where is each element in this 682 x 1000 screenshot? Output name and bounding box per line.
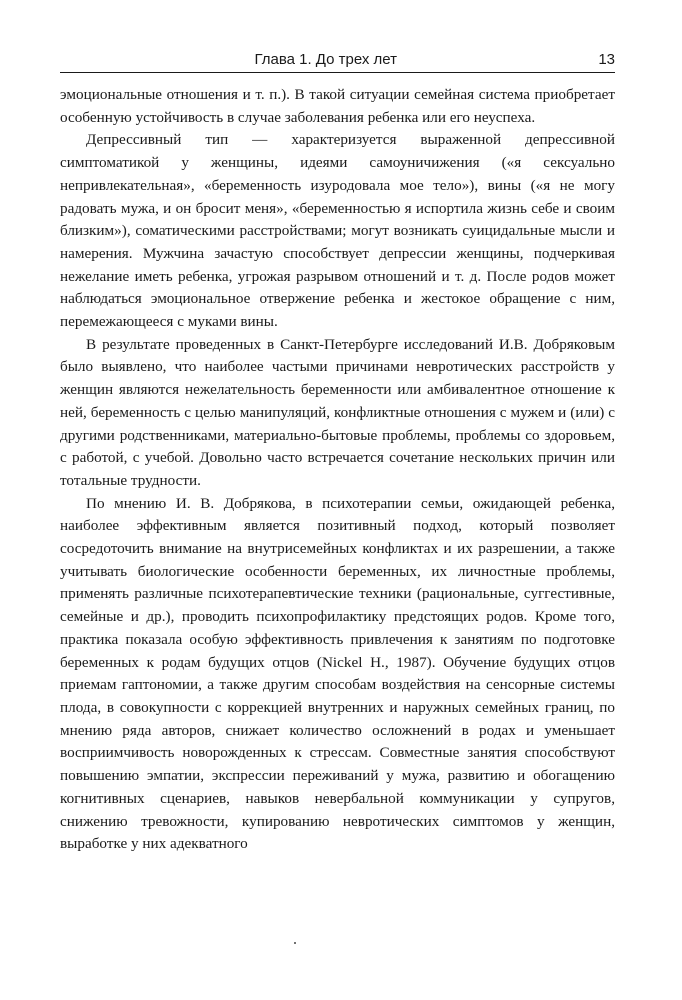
body-text <box>60 84 615 856</box>
running-head: Глава 1. До трех лет <box>254 51 397 68</box>
paragraph-psychotherapy: По мнению И. В. Добрякова, в психотерапии семьи, ожидающей ребенка, наиболее эффективным является позитивный подход, который позволяет сосредоточить внимание на внутрисемейных конфликтах и их разрешении, а также учитывать биологические особенности беременных, их личностные проблемы, применять различные психотерапевтические техники (рациональные, суггестивные, семейные и др.), проводить психопрофилактику предстоящих родов. Кроме того, практика показала особую эффективность привлечения к занятиям по подготовке беременных к родам будущих отцов (Nickel H., 1987). Обучение будущих отцов приемам гаптономии, а также другим способам воздействия на сенсорные системы плода, в совокупности с коррекцией внутренних и наружных семейных границ, по мнению ряда авторов, снижает количество осложнений в родах и уменьшает восприимчивость новорожденных к стрессам. Совместные занятия способствуют повышению эмпатии, экспрессии переживаний у мужа, развитию и обогащению когнитивных сценариев, навыков невербальной коммуникации у супругов, снижению тревожности, купированию невротических симптомов у женщин, выработке у них адекватного <box>60 494 615 853</box>
footer-mark <box>294 942 296 944</box>
paragraph-research-results: В результате проведенных в Санкт-Петербурге исследований И.В. Добряковым было выявлено, что наиболее частыми причинами невротических расстройств у женщин являются нежелательность беременности или амбивалентное отношение к ней, беременность с целью манипуляций, конфликтные отношения с мужем и (или) с другими родственниками, материально-бытовые проблемы, проблемы со здоровьем, с работой, с учебой. Довольно часто встречается сочетание нескольких причин или тотальные трудности. <box>60 335 615 489</box>
paragraph-continuation: эмоциональные отношения и т. п.). В такой ситуации семейная система приобретает особенную устойчивость в случае заболевания ребенка или его неуспеха. <box>60 86 615 126</box>
paragraph-depressive-type: Депрессивный тип — характеризуется выраженной депрессивной симптоматикой у женщины, идеями самоуничижения («я сексуально непривлекательная», «беременность изуродовала мое тело»), вины («я не могу радовать мужа, и он бросит меня», «беременностью я испортила жизнь себе и своим близким»), соматическими расстройствами; могут возникать суицидальные мысли и намерения. Мужчина зачастую способствует депрессии женщины, подчеркивая нежелание иметь ребенка, угрожая разрывом отношений и т. д. После родов может наблюдаться эмоциональное отвержение ребенка и жестокое обращение с ним, перемежающееся с муками вины. <box>60 131 615 331</box>
page-number: 13 <box>598 51 615 68</box>
page-header <box>60 50 615 73</box>
